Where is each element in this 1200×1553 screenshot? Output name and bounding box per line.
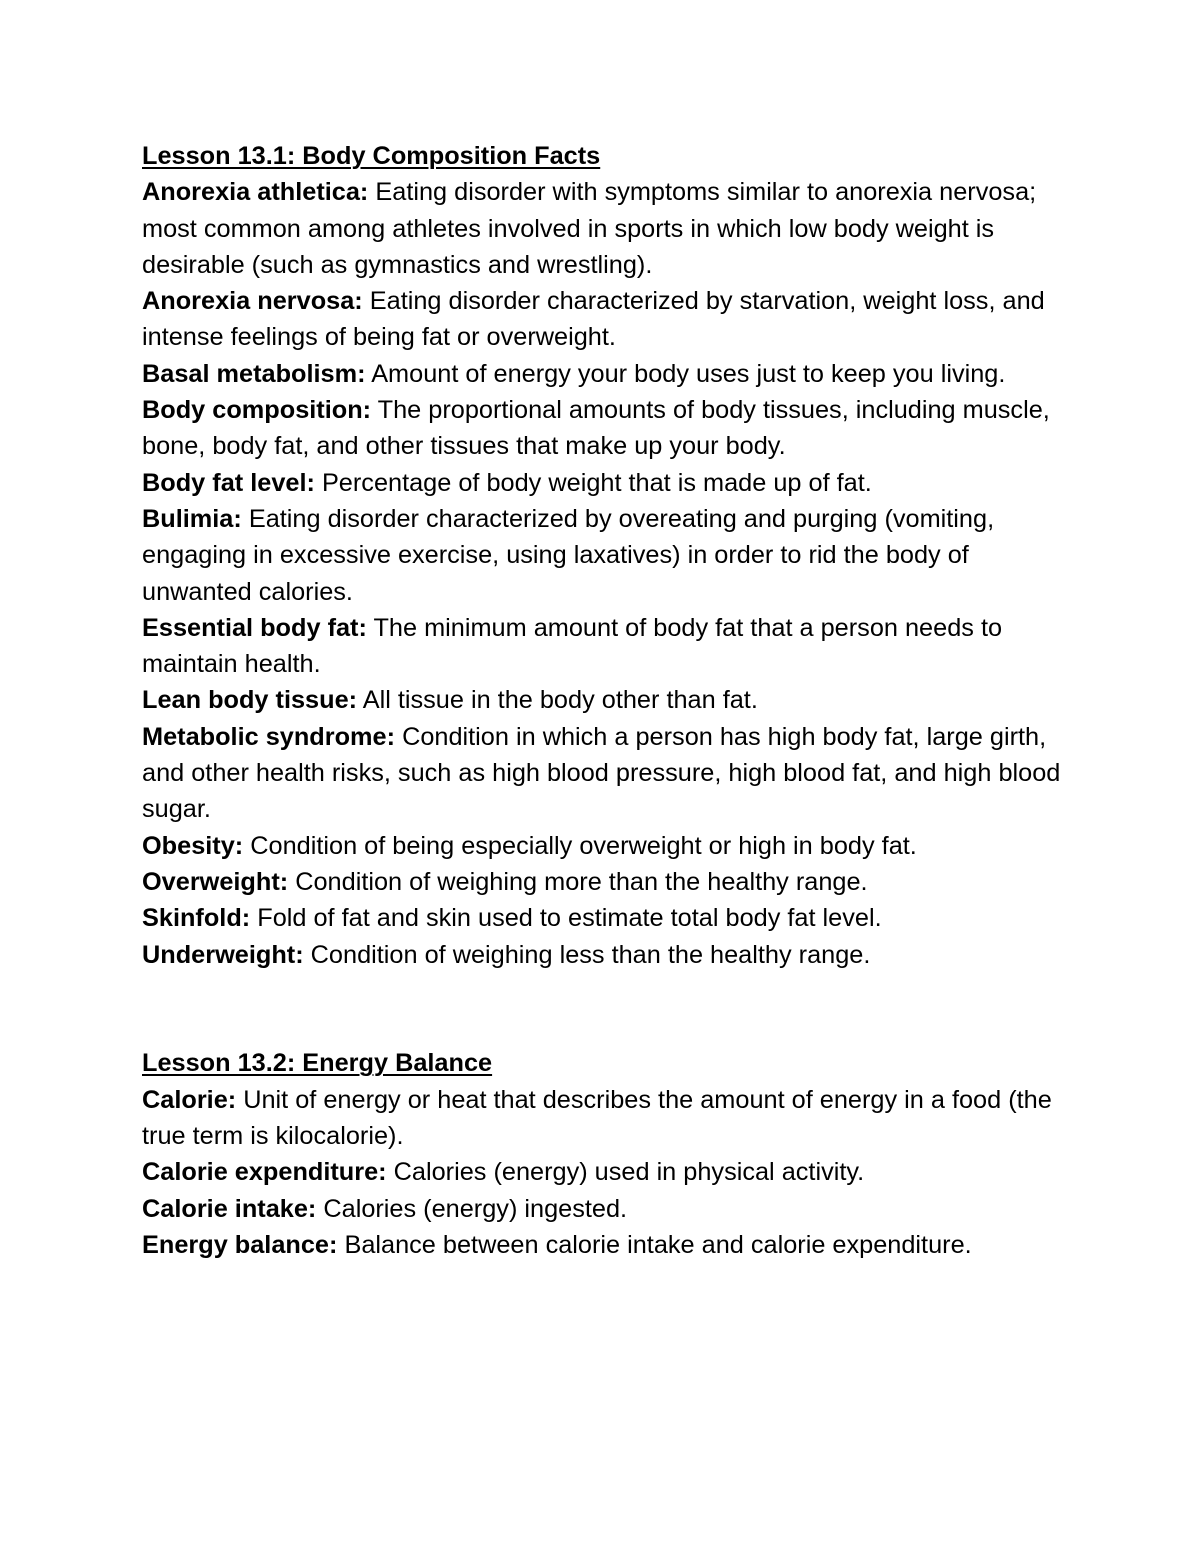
glossary-term: Lean body tissue: [142, 686, 358, 715]
glossary-definition: Balance between calorie intake and calorie expenditure. [344, 1230, 972, 1259]
glossary-term: Body fat level: [142, 468, 315, 497]
glossary-term: Calorie intake: [142, 1194, 317, 1223]
glossary-entry [142, 465, 1062, 501]
glossary-term: Body composition: [142, 396, 372, 425]
glossary-term: Skinfold: [142, 904, 251, 933]
section-heading: Lesson 13.2: Energy Balance [142, 1049, 493, 1078]
glossary-definition: Condition in which a person has high body fat, large girth, and other health risks, such as high blood pressure, high blood fat, and high blood sugar. [142, 722, 1061, 824]
glossary-entry [142, 392, 1062, 465]
glossary-entry [142, 828, 1062, 864]
glossary-definition: All tissue in the body other than fat. [362, 686, 758, 715]
section-energy-balance [142, 1045, 1062, 1263]
glossary-term: Underweight: [142, 940, 304, 969]
glossary-entry [142, 682, 1062, 718]
glossary-definition: Eating disorder characterized by starvation, weight loss, and intense feelings of being fat or overweight. [142, 287, 1045, 352]
glossary-term: Obesity: [142, 831, 244, 860]
glossary-entry [142, 900, 1062, 936]
glossary-entry [142, 1082, 1062, 1155]
glossary-definition: Fold of fat and skin used to estimate total body fat level. [257, 904, 882, 933]
glossary-definition: Amount of energy your body uses just to keep you living. [371, 359, 1006, 388]
glossary-entry [142, 864, 1062, 900]
glossary-term: Essential body fat: [142, 613, 367, 642]
glossary-entry [142, 719, 1062, 828]
glossary-definition: Condition of being especially overweight or high in body fat. [250, 831, 917, 860]
glossary-definition: The minimum amount of body fat that a person needs to maintain health. [142, 613, 1003, 679]
glossary-term: Metabolic syndrome: [142, 722, 396, 751]
glossary-entry [142, 501, 1062, 610]
glossary-term: Energy balance: [142, 1230, 338, 1259]
glossary-term: Anorexia nervosa: [142, 287, 363, 316]
glossary-entry [142, 356, 1062, 392]
glossary-definition: Percentage of body weight that is made up of fat. [321, 468, 872, 497]
glossary-definition: Unit of energy or heat that describes the amount of energy in a food (the true term is kilocalorie). [142, 1085, 1052, 1151]
glossary-term: Basal metabolism: [142, 359, 366, 388]
glossary-definition: Condition of weighing less than the healthy range. [310, 940, 871, 969]
glossary-definition: Calories (energy) used in physical activity. [393, 1158, 865, 1187]
glossary-entry [142, 1154, 1062, 1190]
glossary-definition: Condition of weighing more than the healthy range. [295, 867, 868, 896]
glossary-entry [142, 283, 1062, 356]
glossary-entry [142, 1191, 1062, 1227]
glossary-term: Calorie expenditure: [142, 1158, 387, 1187]
glossary-definition: Calories (energy) ingested. [323, 1194, 628, 1223]
document-page [142, 138, 1062, 1263]
glossary-term: Anorexia athletica: [142, 178, 369, 207]
glossary-entry [142, 174, 1062, 283]
section-heading: Lesson 13.1: Body Composition Facts [142, 142, 601, 170]
section-body-composition [142, 138, 1062, 973]
glossary-term: Calorie: [142, 1085, 237, 1114]
glossary-entry [142, 937, 1062, 973]
glossary-entry [142, 1227, 1062, 1263]
glossary-definition: The proportional amounts of body tissues, including muscle, bone, body fat, and other tissues that make up your body. [142, 396, 1050, 461]
glossary-definition: Eating disorder with symptoms similar to anorexia nervosa; most common among athletes involved in sports in which low body weight is desirable (such as gymnastics and wrestling). [142, 178, 1037, 279]
glossary-definition: Eating disorder characterized by overeating and purging (vomiting, engaging in excessive exercise, using laxatives) in order to rid the body of unwanted calories. [142, 504, 995, 606]
glossary-entry [142, 610, 1062, 683]
glossary-term: Overweight: [142, 867, 289, 896]
glossary-term: Bulimia: [142, 504, 242, 533]
